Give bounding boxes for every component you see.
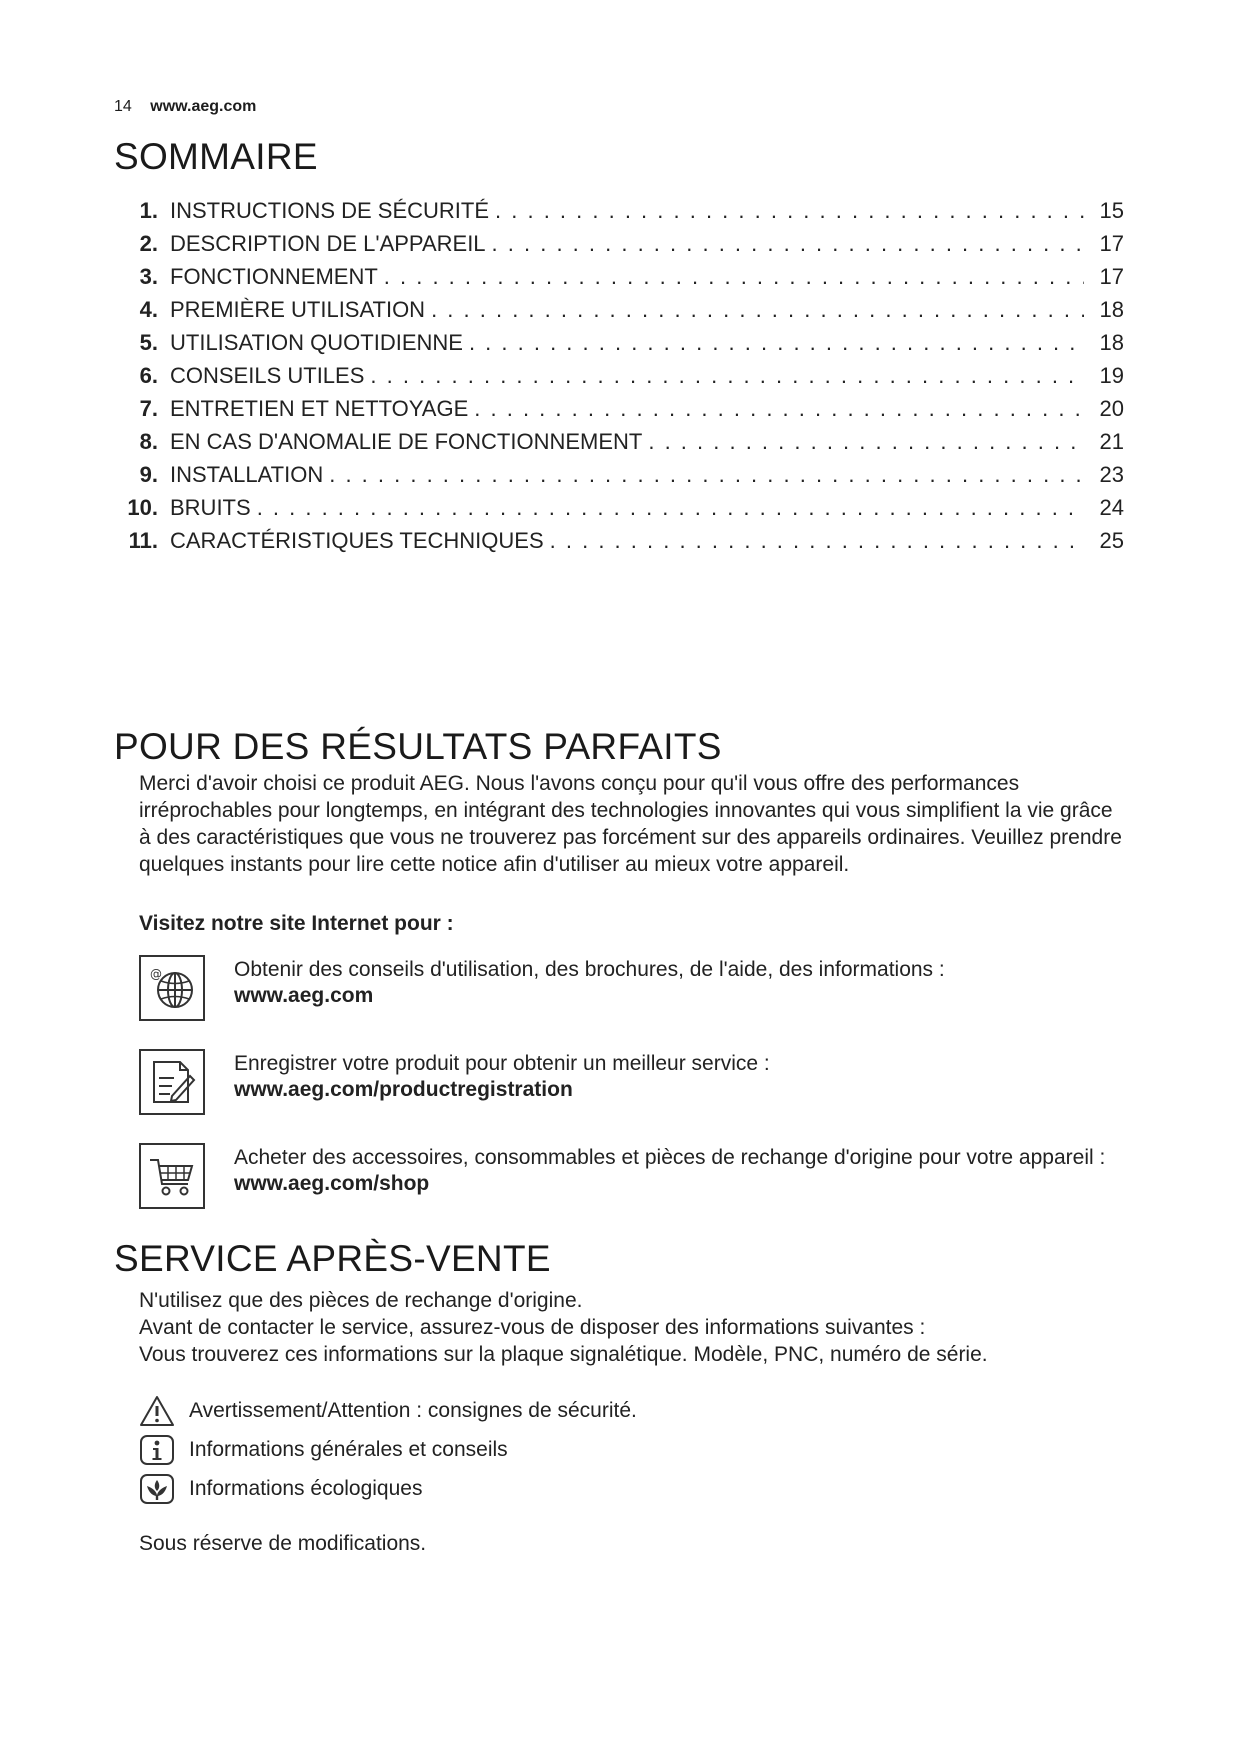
toc-item[interactable]	[114, 429, 1124, 462]
page-number: 14	[114, 98, 132, 115]
toc-item-page: 18	[1099, 330, 1124, 355]
shop-text: Acheter des accessoires, consommables et pièces de rechange d'origine pour votre appareil :	[234, 1146, 1106, 1169]
toc-leader-dots	[251, 495, 1084, 521]
legend-info	[139, 1434, 1039, 1468]
legend-warning-label: Avertissement/Attention : consignes de sécurité.	[189, 1399, 637, 1422]
toc-item-title: CARACTÉRISTIQUES TECHNIQUES	[170, 528, 544, 553]
intro-paragraph: Merci d'avoir choisi ce produit AEG. Nous l'avons conçu pour qu'il vous offre des performances irréprochables pour longtemps, en intégrant des technologies innovantes qui vous simplifient la vie grâce à des caractéristiques que vous ne trouverez pas forcément sur des appareils ordinaires. Veuillez prendre quelques instants pour lire cette notice afin d'utiliser au mieux votre appareil.	[139, 772, 1122, 876]
service-line-3: Vous trouverez ces informations sur la plaque signalétique. Modèle, PNC, numéro de série.	[139, 1343, 988, 1366]
toc-item-number: 5.	[139, 330, 158, 355]
toc-item-title: DESCRIPTION DE L'APPAREIL	[170, 231, 486, 256]
toc-item[interactable]	[114, 396, 1124, 429]
toc-leader-dots	[642, 429, 1084, 455]
toc-item-number: 10.	[127, 495, 158, 520]
cart-icon	[139, 1143, 205, 1209]
toc-item-title: UTILISATION QUOTIDIENNE	[170, 330, 463, 355]
toc-item-number: 3.	[139, 264, 158, 289]
warning-icon	[139, 1395, 175, 1427]
toc-leader-dots	[364, 363, 1084, 389]
toc-item-page: 25	[1099, 528, 1124, 553]
footer-note: Sous réserve de modifications.	[139, 1532, 427, 1555]
product-registration-item	[139, 1049, 1129, 1119]
toc-item-page: 17	[1099, 264, 1124, 289]
sommaire-title: SOMMAIRE	[114, 136, 318, 177]
legend-warning	[139, 1395, 1039, 1429]
toc-item[interactable]	[114, 264, 1124, 297]
results-title: POUR DES RÉSULTATS PARFAITS	[114, 726, 722, 767]
svg-text:@: @	[150, 967, 162, 981]
toc-item-page: 21	[1099, 429, 1124, 454]
website-info-link[interactable]: www.aeg.com	[234, 984, 374, 1007]
registration-icon	[139, 1049, 205, 1115]
toc-item[interactable]	[114, 363, 1124, 396]
toc-item[interactable]	[114, 231, 1124, 264]
info-icon	[139, 1434, 175, 1466]
toc-item-title: INSTRUCTIONS DE SÉCURITÉ	[170, 198, 490, 223]
table-of-contents	[114, 198, 1124, 561]
eco-icon	[139, 1473, 175, 1505]
toc-item-number: 9.	[139, 462, 158, 487]
registration-text: Enregistrer votre produit pour obtenir un meilleur service :	[234, 1052, 770, 1075]
toc-item-page: 15	[1099, 198, 1124, 223]
toc-item-number: 2.	[139, 231, 158, 256]
toc-item-number: 7.	[139, 396, 158, 421]
toc-item-title: EN CAS D'ANOMALIE DE FONCTIONNEMENT	[170, 429, 643, 454]
toc-item-title: PREMIÈRE UTILISATION	[170, 297, 426, 322]
toc-leader-dots	[486, 231, 1084, 257]
toc-leader-dots	[378, 264, 1084, 290]
toc-item-title: BRUITS	[170, 495, 251, 520]
toc-item-number: 1.	[139, 198, 158, 223]
toc-item-page: 19	[1099, 363, 1124, 388]
shop-link[interactable]: www.aeg.com/shop	[234, 1172, 430, 1195]
toc-item-number: 8.	[139, 429, 158, 454]
toc-item-title: ENTRETIEN ET NETTOYAGE	[170, 396, 469, 421]
page-header	[114, 98, 256, 116]
service-line-1: N'utilisez que des pièces de rechange d'origine.	[139, 1289, 583, 1312]
toc-leader-dots	[468, 396, 1084, 422]
service-paragraph	[139, 1287, 1129, 1368]
toc-leader-dots	[489, 198, 1084, 224]
toc-item-number: 4.	[139, 297, 158, 322]
toc-item[interactable]	[114, 198, 1124, 231]
toc-leader-dots	[425, 297, 1084, 323]
toc-item-page: 24	[1099, 495, 1124, 520]
toc-item-title: INSTALLATION	[170, 462, 324, 487]
website-info-text: Obtenir des conseils d'utilisation, des brochures, de l'aide, des informations :	[234, 958, 945, 981]
toc-item[interactable]	[114, 528, 1124, 561]
toc-item[interactable]	[114, 330, 1124, 363]
toc-leader-dots	[323, 462, 1084, 488]
toc-item-page: 17	[1099, 231, 1124, 256]
legend-info-label: Informations générales et conseils	[189, 1438, 508, 1461]
toc-item-page: 23	[1099, 462, 1124, 487]
header-website: www.aeg.com	[150, 98, 257, 115]
toc-item[interactable]	[114, 462, 1124, 495]
toc-item-number: 11.	[128, 528, 158, 553]
toc-leader-dots	[544, 528, 1084, 554]
visit-heading: Visitez notre site Internet pour :	[139, 912, 454, 935]
toc-item-title: CONSEILS UTILES	[170, 363, 365, 388]
toc-item[interactable]	[114, 495, 1124, 528]
toc-item-number: 6.	[139, 363, 158, 388]
globe-icon	[139, 955, 205, 1021]
legend-eco	[139, 1473, 1039, 1507]
registration-link[interactable]: www.aeg.com/productregistration	[234, 1078, 573, 1101]
website-info-item	[139, 955, 1129, 1025]
toc-item-page: 18	[1099, 297, 1124, 322]
toc-item-page: 20	[1099, 396, 1124, 421]
toc-item[interactable]	[114, 297, 1124, 330]
toc-leader-dots	[463, 330, 1084, 356]
service-title: SERVICE APRÈS-VENTE	[114, 1238, 551, 1279]
shop-item	[139, 1143, 1129, 1213]
service-line-2: Avant de contacter le service, assurez-vous de disposer des informations suivantes :	[139, 1316, 926, 1339]
toc-item-title: FONCTIONNEMENT	[170, 264, 378, 289]
legend-eco-label: Informations écologiques	[189, 1477, 423, 1500]
